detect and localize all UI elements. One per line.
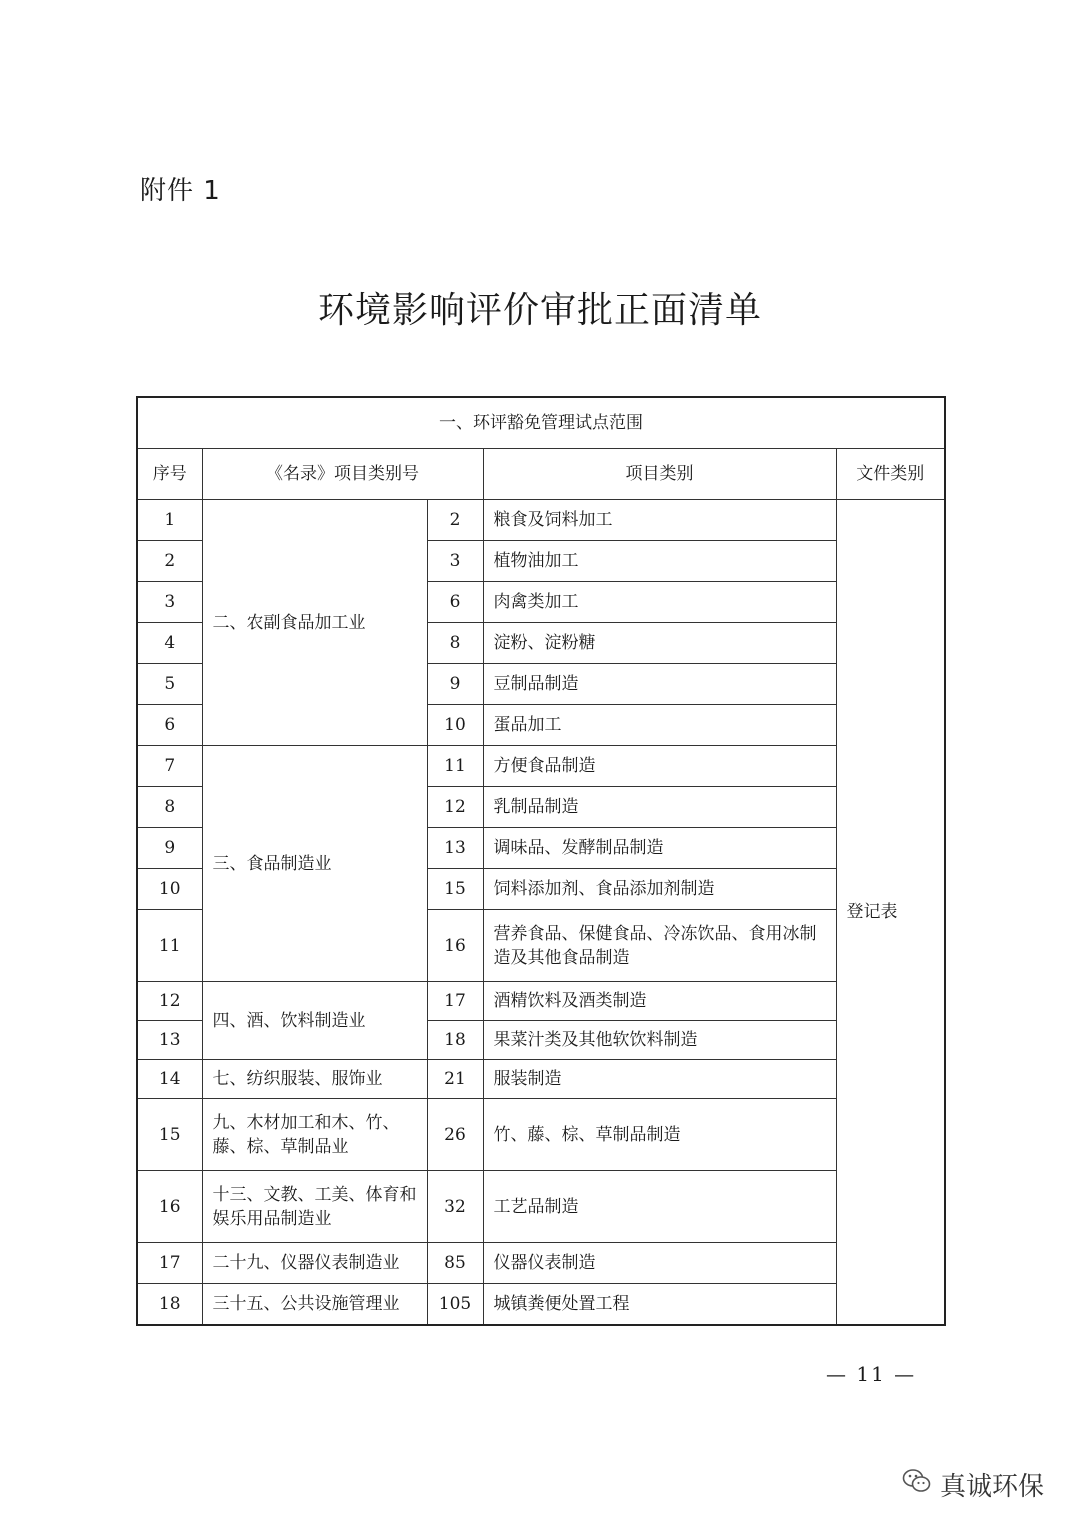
seq-cell: 1 <box>137 500 202 541</box>
seq-cell: 10 <box>137 869 202 910</box>
code-cell: 11 <box>427 746 483 787</box>
code-cell: 21 <box>427 1060 483 1099</box>
seq-cell: 13 <box>137 1021 202 1060</box>
category-cell: 粮食及饲料加工 <box>483 500 836 541</box>
watermark-text: 真诚环保 <box>939 1472 1044 1502</box>
code-cell: 8 <box>427 623 483 664</box>
category-cell: 酒精饮料及酒类制造 <box>483 982 836 1021</box>
document-type-cell: 登记表 <box>836 500 945 1325</box>
table-row <box>137 1060 945 1099</box>
industry-group-cell: 三十五、公共设施管理业 <box>202 1284 427 1325</box>
category-cell: 调味品、发酵制品制造 <box>483 828 836 869</box>
seq-cell: 5 <box>137 664 202 705</box>
code-cell: 15 <box>427 869 483 910</box>
table-row <box>137 1243 945 1284</box>
category-cell: 果菜汁类及其他软饮料制造 <box>483 1021 836 1060</box>
table-row <box>137 1099 945 1171</box>
code-cell: 105 <box>427 1284 483 1325</box>
category-cell: 竹、藤、棕、草制品制造 <box>483 1099 836 1171</box>
code-cell: 13 <box>427 828 483 869</box>
seq-cell: 16 <box>137 1171 202 1243</box>
code-cell: 3 <box>427 541 483 582</box>
category-cell: 城镇粪便处置工程 <box>483 1284 836 1325</box>
code-cell: 26 <box>427 1099 483 1171</box>
seq-cell: 2 <box>137 541 202 582</box>
category-cell: 方便食品制造 <box>483 746 836 787</box>
code-cell: 9 <box>427 664 483 705</box>
category-cell: 淀粉、淀粉糖 <box>483 623 836 664</box>
seq-cell: 4 <box>137 623 202 664</box>
code-cell: 32 <box>427 1171 483 1243</box>
header-catalog-no: 《名录》项目类别号 <box>202 449 483 500</box>
category-cell: 服装制造 <box>483 1060 836 1099</box>
table-row <box>137 982 945 1021</box>
seq-cell: 11 <box>137 910 202 982</box>
industry-group-cell: 三、食品制造业 <box>202 746 427 982</box>
positive-list-table <box>136 396 946 1326</box>
seq-cell: 12 <box>137 982 202 1021</box>
table-row <box>137 746 945 787</box>
code-cell: 16 <box>427 910 483 982</box>
industry-group-cell: 十三、文教、工美、体育和娱乐用品制造业 <box>202 1171 427 1243</box>
category-cell: 饲料添加剂、食品添加剂制造 <box>483 869 836 910</box>
code-cell: 6 <box>427 582 483 623</box>
code-cell: 10 <box>427 705 483 746</box>
header-seq: 序号 <box>137 449 202 500</box>
category-cell: 营养食品、保健食品、冷冻饮品、食用冰制造及其他食品制造 <box>483 910 836 982</box>
seq-cell: 6 <box>137 705 202 746</box>
seq-cell: 7 <box>137 746 202 787</box>
category-cell: 肉禽类加工 <box>483 582 836 623</box>
seq-cell: 9 <box>137 828 202 869</box>
seq-cell: 8 <box>137 787 202 828</box>
header-document-type: 文件类别 <box>836 449 945 500</box>
seq-cell: 14 <box>137 1060 202 1099</box>
header-project-category: 项目类别 <box>483 449 836 500</box>
industry-group-cell: 二十九、仪器仪表制造业 <box>202 1243 427 1284</box>
industry-group-cell: 九、木材加工和木、竹、藤、棕、草制品业 <box>202 1099 427 1171</box>
table-row <box>137 1171 945 1243</box>
page-number: — 11 — <box>826 1362 917 1386</box>
table-row <box>137 1284 945 1325</box>
category-cell: 工艺品制造 <box>483 1171 836 1243</box>
code-cell: 12 <box>427 787 483 828</box>
document-title: 环境影响评价审批正面清单 <box>317 290 762 331</box>
watermark <box>902 1466 1044 1503</box>
industry-group-cell: 七、纺织服装、服饰业 <box>202 1060 427 1099</box>
industry-group-cell: 二、农副食品加工业 <box>202 500 427 746</box>
section-title: 一、环评豁免管理试点范围 <box>137 397 945 449</box>
industry-group-cell: 四、酒、饮料制造业 <box>202 982 427 1060</box>
table-row <box>137 500 945 541</box>
code-cell: 2 <box>427 500 483 541</box>
seq-cell: 3 <box>137 582 202 623</box>
header-row <box>137 449 945 500</box>
category-cell: 植物油加工 <box>483 541 836 582</box>
section-row <box>137 397 945 449</box>
attachment-label: 附件 1 <box>140 176 221 206</box>
seq-cell: 18 <box>137 1284 202 1325</box>
code-cell: 18 <box>427 1021 483 1060</box>
seq-cell: 15 <box>137 1099 202 1171</box>
category-cell: 豆制品制造 <box>483 664 836 705</box>
category-cell: 乳制品制造 <box>483 787 836 828</box>
category-cell: 仪器仪表制造 <box>483 1243 836 1284</box>
category-cell: 蛋品加工 <box>483 705 836 746</box>
code-cell: 85 <box>427 1243 483 1284</box>
code-cell: 17 <box>427 982 483 1021</box>
wechat-icon <box>902 1468 932 1501</box>
seq-cell: 17 <box>137 1243 202 1284</box>
